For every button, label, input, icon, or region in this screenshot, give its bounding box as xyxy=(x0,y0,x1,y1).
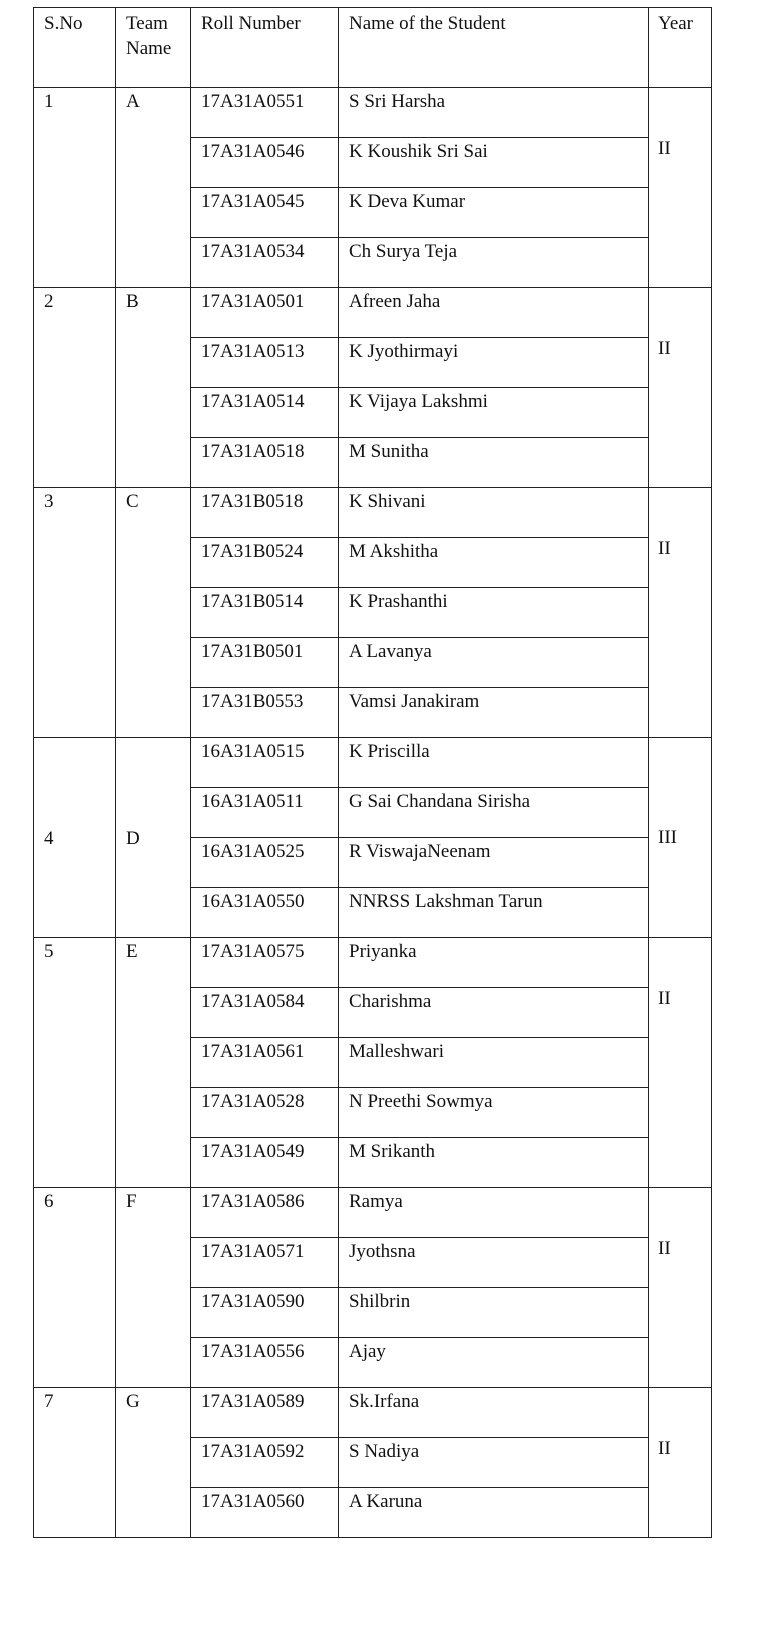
student-name-cell: Vamsi Janakiram xyxy=(339,688,649,738)
roll-number-cell: 17A31B0501 xyxy=(191,638,339,688)
header-year: Year xyxy=(649,8,712,88)
roll-number-cell: 17A31A0518 xyxy=(191,438,339,488)
student-name-cell: Ch Surya Teja xyxy=(339,238,649,288)
student-name-cell: S Sri Harsha xyxy=(339,88,649,138)
roll-number-cell: 17A31A0586 xyxy=(191,1188,339,1238)
student-name-cell: S Nadiya xyxy=(339,1438,649,1488)
student-name-cell: Sk.Irfana xyxy=(339,1388,649,1438)
sno-cell: 7 xyxy=(34,1388,116,1538)
header-roll-number: Roll Number xyxy=(191,8,339,88)
student-name-cell: K Koushik Sri Sai xyxy=(339,138,649,188)
header-sno: S.No xyxy=(34,8,116,88)
student-name-cell: K Jyothirmayi xyxy=(339,338,649,388)
roll-number-cell: 17A31B0524 xyxy=(191,538,339,588)
year-cell: II xyxy=(649,88,712,288)
sno-cell: 5 xyxy=(34,938,116,1188)
team-name-cell: A xyxy=(116,88,191,288)
student-name-cell: Malleshwari xyxy=(339,1038,649,1088)
roll-number-cell: 17A31A0575 xyxy=(191,938,339,988)
team-name-cell: F xyxy=(116,1188,191,1388)
roll-number-cell: 17A31A0560 xyxy=(191,1488,339,1538)
table-row xyxy=(34,738,712,788)
roll-number-cell: 17A31A0584 xyxy=(191,988,339,1038)
sno-cell: 1 xyxy=(34,88,116,288)
student-name-cell: K Deva Kumar xyxy=(339,188,649,238)
student-name-cell: K Shivani xyxy=(339,488,649,538)
roll-number-cell: 17A31A0501 xyxy=(191,288,339,338)
table-body xyxy=(34,88,712,1538)
roll-number-cell: 17A31B0553 xyxy=(191,688,339,738)
roll-number-cell: 17A31B0518 xyxy=(191,488,339,538)
year-cell: II xyxy=(649,1388,712,1538)
student-name-cell: Shilbrin xyxy=(339,1288,649,1338)
roll-number-cell: 16A31A0525 xyxy=(191,838,339,888)
roll-number-cell: 17A31A0546 xyxy=(191,138,339,188)
team-name-cell: C xyxy=(116,488,191,738)
student-name-cell: M Srikanth xyxy=(339,1138,649,1188)
student-name-cell: A Karuna xyxy=(339,1488,649,1538)
student-name-cell: M Sunitha xyxy=(339,438,649,488)
year-cell: II xyxy=(649,488,712,738)
roll-number-cell: 17A31A0561 xyxy=(191,1038,339,1088)
team-name-cell: E xyxy=(116,938,191,1188)
student-name-cell: K Priscilla xyxy=(339,738,649,788)
student-name-cell: NNRSS Lakshman Tarun xyxy=(339,888,649,938)
student-name-cell: Jyothsna xyxy=(339,1238,649,1288)
roll-number-cell: 17A31A0556 xyxy=(191,1338,339,1388)
year-cell: II xyxy=(649,938,712,1188)
sno-cell: 4 xyxy=(34,738,116,938)
student-name-cell: Charishma xyxy=(339,988,649,1038)
table-row xyxy=(34,1388,712,1438)
roll-number-cell: 17A31A0571 xyxy=(191,1238,339,1288)
year-cell: II xyxy=(649,1188,712,1388)
roll-number-cell: 17A31A0551 xyxy=(191,88,339,138)
table-row xyxy=(34,1188,712,1238)
roll-number-cell: 16A31A0515 xyxy=(191,738,339,788)
sno-cell: 3 xyxy=(34,488,116,738)
roll-number-cell: 17A31A0589 xyxy=(191,1388,339,1438)
roll-number-cell: 17A31B0514 xyxy=(191,588,339,638)
student-name-cell: Afreen Jaha xyxy=(339,288,649,338)
table-row xyxy=(34,488,712,538)
student-name-cell: K Prashanthi xyxy=(339,588,649,638)
team-name-cell: D xyxy=(116,738,191,938)
student-name-cell: A Lavanya xyxy=(339,638,649,688)
roll-number-cell: 17A31A0534 xyxy=(191,238,339,288)
year-cell: II xyxy=(649,288,712,488)
student-name-cell: K Vijaya Lakshmi xyxy=(339,388,649,438)
student-name-cell: G Sai Chandana Sirisha xyxy=(339,788,649,838)
student-teams-table xyxy=(33,7,712,1538)
student-name-cell: Priyanka xyxy=(339,938,649,988)
roll-number-cell: 17A31A0513 xyxy=(191,338,339,388)
student-name-cell: Ramya xyxy=(339,1188,649,1238)
header-team-name: Team Name xyxy=(116,8,191,88)
roll-number-cell: 16A31A0511 xyxy=(191,788,339,838)
table-row xyxy=(34,88,712,138)
student-name-cell: Ajay xyxy=(339,1338,649,1388)
roll-number-cell: 17A31A0528 xyxy=(191,1088,339,1138)
roll-number-cell: 17A31A0549 xyxy=(191,1138,339,1188)
student-name-cell: N Preethi Sowmya xyxy=(339,1088,649,1138)
sno-cell: 6 xyxy=(34,1188,116,1388)
roll-number-cell: 17A31A0545 xyxy=(191,188,339,238)
table-row xyxy=(34,938,712,988)
roll-number-cell: 16A31A0550 xyxy=(191,888,339,938)
student-name-cell: M Akshitha xyxy=(339,538,649,588)
roll-number-cell: 17A31A0514 xyxy=(191,388,339,438)
sno-cell: 2 xyxy=(34,288,116,488)
header-student-name: Name of the Student xyxy=(339,8,649,88)
year-cell: III xyxy=(649,738,712,938)
roll-number-cell: 17A31A0590 xyxy=(191,1288,339,1338)
table-row xyxy=(34,288,712,338)
team-name-cell: B xyxy=(116,288,191,488)
student-name-cell: R ViswajaNeenam xyxy=(339,838,649,888)
header-row xyxy=(34,8,712,88)
roll-number-cell: 17A31A0592 xyxy=(191,1438,339,1488)
team-name-cell: G xyxy=(116,1388,191,1538)
